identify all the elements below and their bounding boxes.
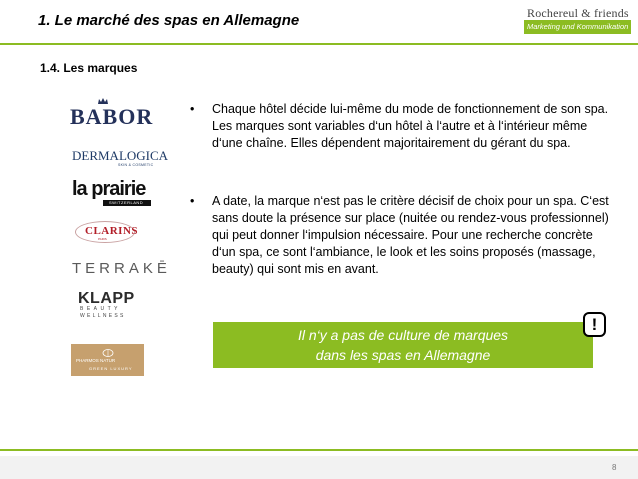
babor-logo: BABOR (70, 104, 154, 129)
slide-title: 1. Le marché des spas en Allemagne (38, 12, 300, 29)
klapp-beauty-label: BEAUTY (80, 306, 122, 312)
klapp-wellness-label: WELLNESS (80, 313, 126, 319)
bullet-text-brands-vary: Chaque hôtel décide lui-même du mode de fonctionnement de son spa. Les marques sont variables d‘un hôtel à l‘autre et à l‘intérieur même d‘une chaîne. Elles dépendent majoritairement du gérant du spa. (212, 102, 609, 150)
pharmos-subtitle: GREEN LUXURY (89, 366, 133, 371)
key-message-callout (213, 322, 593, 368)
dermalogica-tagline: SKIN & COSMETIC (118, 163, 154, 167)
la-prairie-subtitle: SWITZERLAND (109, 200, 144, 205)
exclamation-icon: ! (583, 312, 606, 337)
pharmos-logo: PHARMOS NATUR (76, 358, 116, 363)
company-logo-name: Rochereul & friends (527, 6, 629, 20)
bullet-text-choice-criteria: A date, la marque n‘est pas le critère décisif de choix pour un spa. C‘est sans doute la présence sur place (nuitée ou rendez-vous professionnel) qui peut donner l‘impulsion nécessaire. Pour une recherche concrète d‘un spa, ce sont l‘ambiance, le look et les soins proposés (massage, beauty) qui sont mis en avant. (212, 194, 609, 276)
la-prairie-logo: la prairie (72, 178, 146, 200)
company-logo-tagline: Marketing und Kommunikation (527, 22, 629, 31)
footer-band (0, 456, 638, 479)
section-subtitle: 1.4. Les marques (40, 61, 138, 75)
page-number: 8 (612, 463, 617, 472)
clarins-logo: CLARINS (85, 225, 139, 237)
clarins-subtitle: PARIS (98, 237, 107, 241)
header-divider (0, 43, 638, 45)
callout-line-2: dans les spas en Allemagne (315, 347, 491, 363)
bullet-marker: • (190, 194, 195, 208)
crown-icon (97, 97, 109, 105)
klapp-logo: KLAPP (78, 290, 135, 307)
bullet-marker: • (190, 102, 195, 116)
dermalogica-logo: DERMALOGICA (72, 148, 169, 163)
terrake-logo: TERRAKĒ (72, 260, 171, 277)
footer-divider (0, 449, 638, 451)
callout-line-1: Il n‘y a pas de culture de marques (297, 327, 509, 343)
leaf-icon (101, 348, 115, 358)
